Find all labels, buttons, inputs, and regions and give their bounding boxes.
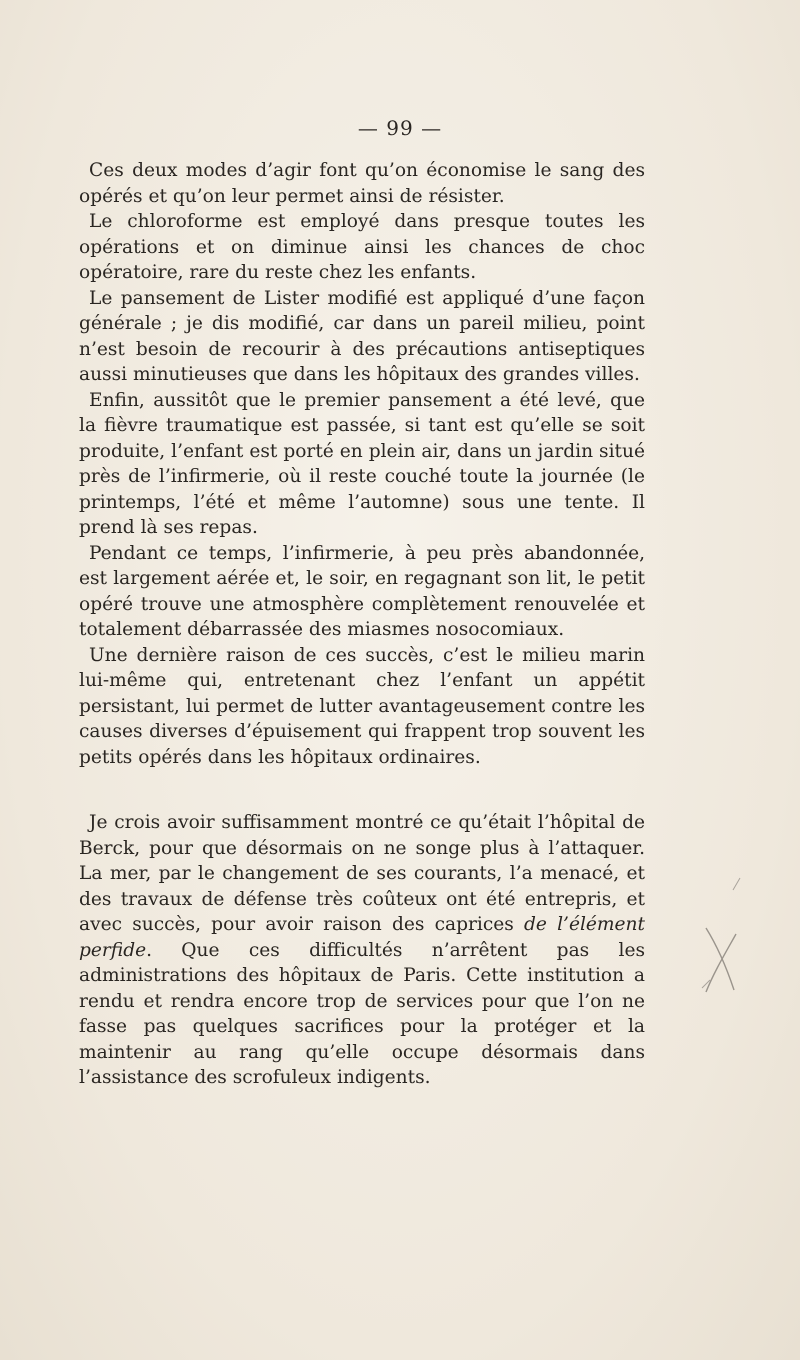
italic-phrase: de l’élément perfide xyxy=(79,914,645,961)
pencil-cross-mark-icon xyxy=(700,868,744,998)
paragraph: Enfin, aussitôt que le premier pansement a été levé, que la fièvre traumatique est passée, si tant est qu’elle se soit produite, l’enfant est porté en plein air, dans un jardin situé près de l’infirmerie, où il reste couché toute la journée (le printemps, l’été et même l’automne) sous une tente. Il prend là ses repas. xyxy=(79,389,645,538)
text-block-conclusion xyxy=(79,810,645,1091)
paragraph: Pendant ce temps, l’infirmerie, à peu près abandonnée, est largement aérée et, le soir, en regagnant son lit, le petit opéré trouve une atmosphère complètement renouvelée et totalement débarrassée des miasmes nosocomiaux. xyxy=(79,542,645,640)
conclusion-text-end: . Que ces difficultés n’arrêtent pas les administrations des hôpitaux de Paris. Cette institution a rendu et rendra encore trop de services pour que l’on ne fasse pas quelques sacrifices pour la protéger et la maintenir au rang qu’elle occupe désormais dans l’assistance des scrofuleux indigents. xyxy=(79,939,645,1088)
paragraph: Une dernière raison de ces succès, c’est le milieu marin lui-même qui, entretenant chez l’enfant un appétit persistant, lui permet de lutter avantageusement contre les causes diverses d’épuisement qui frappent trop souvent les petits opérés dans les hôpitaux ordinaires. xyxy=(79,644,645,768)
page-number: — 99 — xyxy=(357,116,443,140)
paragraph: Le chloroforme est employé dans presque toutes les opérations et on diminue ainsi les chances de choc opératoire, rare du reste chez les enfants. xyxy=(79,211,645,283)
paragraph-conclusion xyxy=(79,810,645,1091)
conclusion-text-start: Je crois avoir suffisamment montré ce qu’était l’hôpital de Berck, pour que désormais on ne songe plus à l’attaquer. La mer, par le changement de ses courants, l’a menacé, et des travaux de défense très coûteux ont été entrepris, et avec succès, pour avoir raison des caprices xyxy=(79,812,645,935)
text-block-main xyxy=(79,158,645,770)
paragraph: Le pansement de Lister modifié est appliqué d’une façon générale ; je dis modifié, car dans un pareil milieu, point n’est besoin de recourir à des précautions antiseptiques aussi minutieuses que dans les hôpitaux des grandes villes. xyxy=(79,287,645,385)
paragraph: Ces deux modes d’agir font qu’on économise le sang des opérés et qu’on leur permet ainsi de résister. xyxy=(79,160,645,207)
